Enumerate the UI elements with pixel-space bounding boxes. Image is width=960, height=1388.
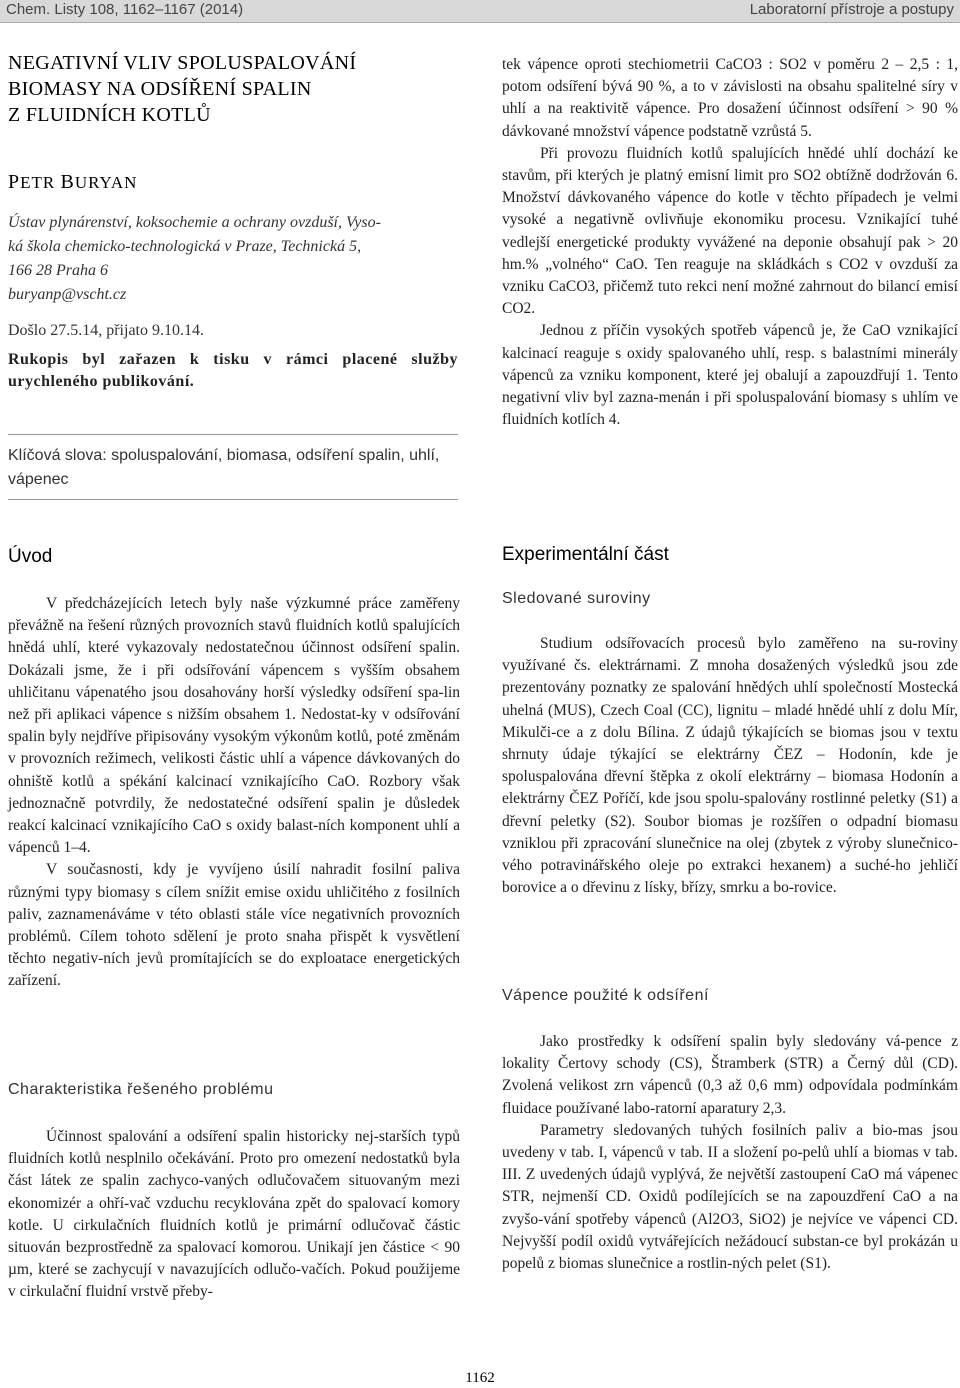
title-line-1: NEGATIVNÍ VLIV SPOLUSPALOVÁNÍ [8,52,357,74]
paragraph: tek vápence oproti stechiometrii CaCO3 : SO2 v poměru 2 – 2,5 : 1, potom odsíření bývá 90 %, a to v závislosti na obsahu spalitelné síry v uhlí a na reaktivitě vápence. Pro dosažení účinnost odsíření > 90 % dávkované množství vápence podstatně vzrůstá 5. [502,56,958,140]
affiliation-line: Ústav plynárenství, koksochemie a ochrany ovzduší, Vyso- [8,214,381,231]
problem-section [8,1126,460,1304]
right-column-top [502,54,958,431]
paragraph: Účinnost spalování a odsíření spalin historicky nej-starších typů fluidních kotlů nesplnilo očekávání. Proto pro omezení nedostatků byla část látek ze spalin zachyco-vaných odlučovačem situovaným mezi ekonomizér a ohří-vač vzduchu recyklována zpět do spalovací komory kotle. U cirkulačních fluidních kotlů je primární odlučovač částic situován bezprostředně za spalovací komorou. Unikají jen částice < 90 µm, které se zachycují v navazujících odlučo-vačích. Pokud použijeme v cirkulační fluidní vrstvě přeby- [8,1128,460,1301]
author-email[interactable]: buryanp@vscht.cz [8,286,127,303]
affiliation-line: 166 28 Praha 6 [8,262,108,279]
author-name: PETR BURYAN [8,171,138,193]
heading-problem: Charakteristika řešeného problému [8,1081,274,1098]
heading-intro: Úvod [8,546,53,567]
article-title [8,50,448,128]
paragraph: Jednou z příčin vysokých spotřeb vápenců je, že CaO vznikající kalcinací reaguje s oxidy spalovaného uhlí, resp. s balastními minerály vápenců za vzniku komponent, které jej obalují a zapouzdřují 1. Tento negativní vliv byl zazna-menán i při spoluspalování biomasy s uhlím ve fluidních kotlích 4. [502,322,958,429]
heading-materials: Sledované suroviny [502,590,651,607]
running-header [0,0,960,23]
page-number: 1162 [465,1370,495,1386]
journal-citation: Chem. Listy 108, 1162–1167 (2014) [6,1,244,18]
heading-limestones: Vápence použité k odsíření [502,987,709,1004]
publication-note: Rukopis byl zařazen k tisku v rámci placené služby urychleného publikování. [8,351,458,390]
paragraph: Parametry sledovaných tuhých fosilních paliv a bio-mas jsou uvedeny v tab. I, vápenců v tab. II a složení po-pelů uhlí a biomas v tab. III. Z uvedených údajů vyplývá, že největší zastoupení CaO má vápenec STR, nejmenší CD. Oxidů podílejících se na zapouzdření CaO a na zvyšo-vání spotřeby vápenců (Al2O3, SiO2) je nejvíce ve vápenci CD. Nejvyšší podíl oxidů vytvářejících nežádoucí substan-ce byl prokázán u popelů z biomas slunečnice a rostlin-ných pelet (S1). [502,1121,958,1273]
divider [8,499,458,500]
title-line-2: BIOMASY NA ODSÍŘENÍ SPALIN [8,78,312,100]
title-line-3: Z FLUIDNÍCH KOTLŮ [8,104,211,126]
materials-section [502,633,958,899]
keywords: Klíčová slova: spoluspalování, biomasa, odsíření spalin, uhlí, vápenec [8,447,440,488]
section-label: Laboratorní přístroje a postupy [749,1,954,18]
paragraph: Jako prostředky k odsíření spalin byly sledovány vá-pence z lokality Čertovy schody (CS), Štramberk (STR) a Černý důl (CD). Zvolená velikost zrn vápenců (0,3 až 0,6 mm) odpovídala podmínkám fluidace používané labo-ratorní aparatury 2,3. [502,1033,958,1117]
paragraph: V předcházejících letech byly naše výzkumné práce zaměřeny převážně na řešení různých provozních stavů fluidních kotlů spalujících hnědá uhlí, které vykazovaly nedostatečnou účinnost odsíření spalin. Dokázali jsme, že i při odsířování vápencem s vyšším obsahem uhličitanu vápenatého jsou dosahovány horší výsledky odsíření spa-lin než při aplikaci vápence s nižším obsahem 1. Nedostat-ky v odsířování spalin byly nejdříve připisovány vysokým výkonům kotlů, poté změnám v provozních režimech, velikosti částic uhlí a vápence dávkovaných do ohniště kotlů a spékání kalcinací vznikajícího CaO. Rozbory však jednoznačně potvrdily, že nedostatečné odsíření spalin je důsledek reakcí kalcinací vznikajícího CaO s oxidy balast-ních komponent uhlí a vápenců 1–4. [8,595,460,857]
affiliation-line: ká škola chemicko-technologická v Praze, Technická 5, [8,238,362,255]
paragraph: Při provozu fluidních kotlů spalujících hnědé uhlí dochází ke stavům, při kterých je platný emisní limit pro SO2 obtížně dodržován 6. Množství dávkovaného vápence do kotle v těchto případech je velmi vysoké a negativně ovlivňuje ekonomiku procesu. Vznikající tuhé vedlejší energetické produkty vyvážené na deponie obsahují pak > 20 hm.% „volného“ CaO. Ten reaguje na skládkách s CO2 v ovzduší za vzniku CaCO3, přičemž tuto rekci není možné zahrnout do bilancí emisí CO2. [502,144,958,318]
received-dates: Došlo 27.5.14, přijato 9.10.14. [8,322,204,339]
heading-experimental: Experimentální část [502,544,669,565]
limestones-section [502,1031,958,1275]
paragraph: V současnosti, kdy je vyvíjeno úsilí nahradit fosilní paliva různými typy biomasy s cílem snížit emise oxidu uhličitého z fosilních paliv, zaznamenáváme v této oblasti stále více negativních provozních problémů. Cílem tohoto sdělení je proto snaha přispět k vysvětlení těchto negativ-ních jevů promítajících se do exploatace energetických zařízení. [8,861,460,990]
paragraph: Studium odsířovacích procesů bylo zaměřeno na su-roviny využívané čs. elektrárnami. Z mnoha dosažených výsledků jsou zde prezentovány poznatky ze spalování hnědých uhlí společností Mostecká uhelná (MUS), Czech Coal (CC), lignitu – mladé hnědé uhlí z dolu Mír, Mikulči-ce a z dolu Bílina. Z údajů týkajících se biomas jsou v textu shrnuty údaje týkající se elektrárny ČEZ – Hodonín, kde je spoluspalována dřevní štěpka z okolí elektrárny – biomasa Hodonín a elektrárny ČEZ Poříčí, kde jsou spolu-spalovány rostlinné peletky (S1) a dřevní peletky (S2). Soubor biomas je rozšířen o odpadní biomasu vzniklou při zpracování slunečnice na olej (zbytek z výroby slunečnico-vého potravinářského oleje po extrakci hexanem) a suché-ho jehličí borovice a o dřevinu z lísky, břízy, smrku a bo-rovice. [502,635,958,897]
divider [8,434,458,435]
affiliation [8,211,456,307]
intro-section [8,593,460,993]
